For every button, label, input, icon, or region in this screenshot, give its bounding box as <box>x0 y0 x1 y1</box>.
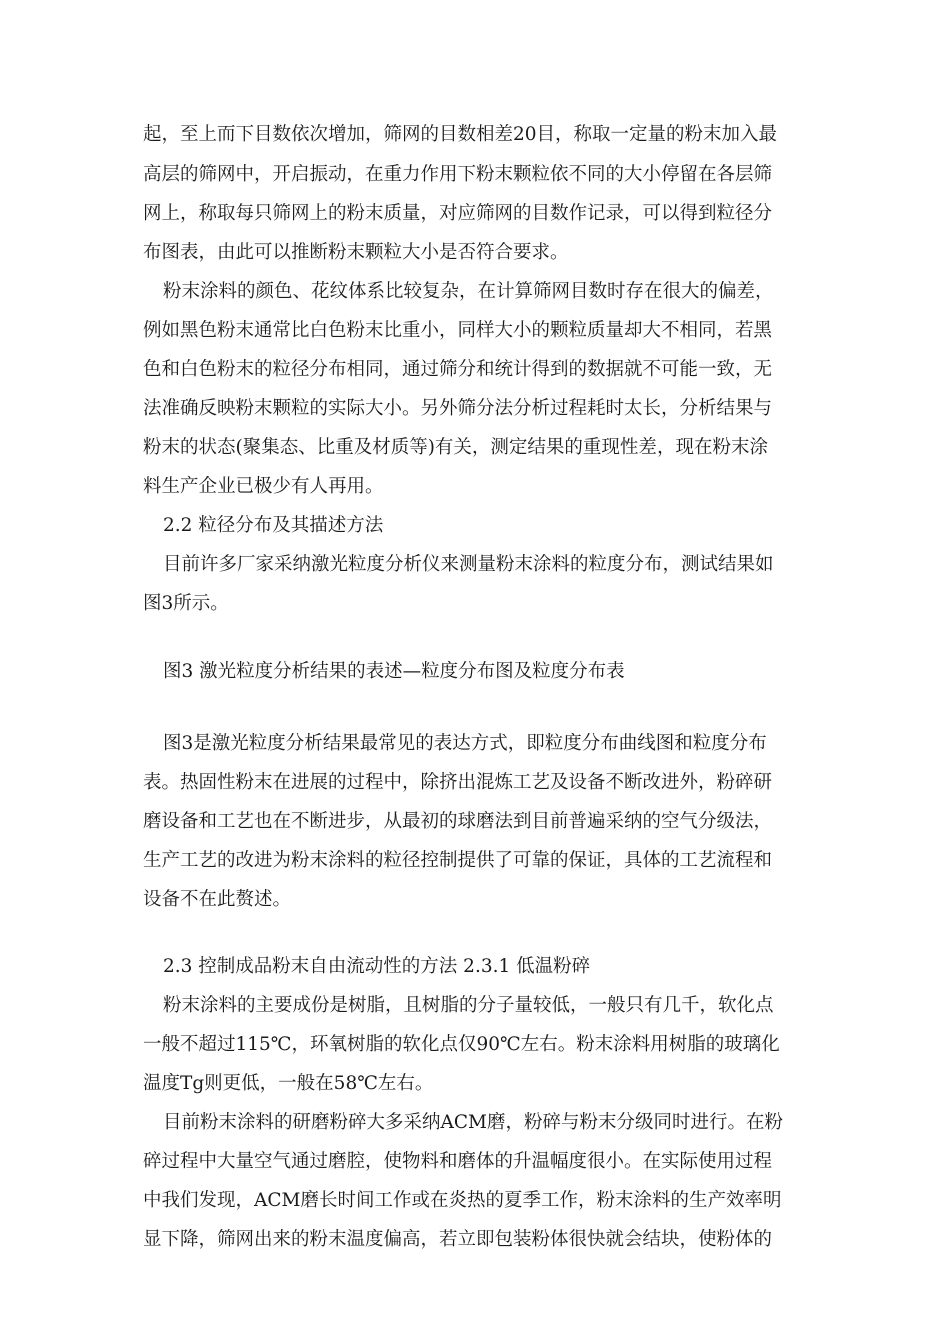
paragraph-4-line-4: 生产工艺的改进为粉末涂料的粒径控制提供了可靠的保证，具体的工艺流程和 <box>143 850 773 871</box>
paragraph-2-line-3: 色和白色粉末的粒径分布相同，通过筛分和统计得到的数据就不可能一致，无 <box>143 359 773 380</box>
paragraph-4-line-5: 设备不在此赘述。 <box>143 889 292 910</box>
paragraph-6-line-1: 目前粉末涂料的研磨粉碎大多采纳ACM磨，粉碎与粉末分级同时进行。在粉 <box>163 1112 783 1133</box>
paragraph-1-line-1: 起，至上而下目数依次增加，筛网的目数相差20目，称取一定量的粉末加入最 <box>143 124 778 145</box>
paragraph-5-line-2: 一般不超过115℃，环氧树脂的软化点仅90℃左右。粉末涂料用树脂的玻璃化 <box>143 1034 780 1055</box>
paragraph-4-line-3: 磨设备和工艺也在不断进步，从最初的球磨法到目前普遍采纳的空气分级法， <box>143 811 773 832</box>
paragraph-2-line-2: 例如黑色粉末通常比白色粉末比重小，同样大小的颗粒质量却大不相同，若黑 <box>143 320 773 341</box>
paragraph-2-line-5: 粉末的状态(聚集态、比重及材质等)有关，测定结果的重现性差，现在粉末涂 <box>143 437 768 458</box>
paragraph-1-line-3: 网上，称取每只筛网上的粉末质量，对应筛网的目数作记录，可以得到粒径分 <box>143 203 773 224</box>
paragraph-6-line-2: 碎过程中大量空气通过磨腔，使物料和磨体的升温幅度很小。在实际使用过程 <box>143 1151 773 1172</box>
paragraph-6-line-4: 显下降，筛网出来的粉末温度偏高，若立即包装粉体很快就会结块，使粉体的 <box>143 1229 773 1250</box>
section-heading-2-3: 2.3 控制成品粉末自由流动性的方法 2.3.1 低温粉碎 <box>163 956 591 977</box>
paragraph-3-line-2: 图3所示。 <box>143 593 229 614</box>
paragraph-1-line-2: 高层的筛网中，开启振动，在重力作用下粉末颗粒依不同的大小停留在各层筛 <box>143 164 773 185</box>
paragraph-2-line-4: 法准确反映粉末颗粒的实际大小。另外筛分法分析过程耗时太长，分析结果与 <box>143 398 773 419</box>
figure-caption: 图3 激光粒度分析结果的表述—粒度分布图及粒度分布表 <box>163 661 625 682</box>
paragraph-1-line-4: 布图表，由此可以推断粉末颗粒大小是否符合要求。 <box>143 242 569 263</box>
paragraph-5-line-3: 温度Tg则更低，一般在58℃左右。 <box>143 1073 434 1094</box>
paragraph-3-line-1: 目前许多厂家采纳激光粒度分析仪来测量粉末涂料的粒度分布，测试结果如 <box>163 554 774 575</box>
paragraph-2-line-6: 料生产企业已极少有人再用。 <box>143 476 384 497</box>
paragraph-6-line-3: 中我们发现，ACM磨长时间工作或在炎热的夏季工作，粉末涂料的生产效率明 <box>143 1190 782 1211</box>
paragraph-5-line-1: 粉末涂料的主要成份是树脂，且树脂的分子量较低，一般只有几千，软化点 <box>163 995 774 1016</box>
paragraph-4-line-1: 图3是激光粒度分析结果最常见的表达方式，即粒度分布曲线图和粒度分布 <box>163 733 767 754</box>
paragraph-4-line-2: 表。热固性粉末在进展的过程中，除挤出混炼工艺及设备不断改进外，粉碎研 <box>143 772 773 793</box>
paragraph-2-line-1: 粉末涂料的颜色、花纹体系比较复杂，在计算筛网目数时存在很大的偏差， <box>163 281 774 302</box>
section-heading-2-2: 2.2 粒径分布及其描述方法 <box>163 515 384 536</box>
